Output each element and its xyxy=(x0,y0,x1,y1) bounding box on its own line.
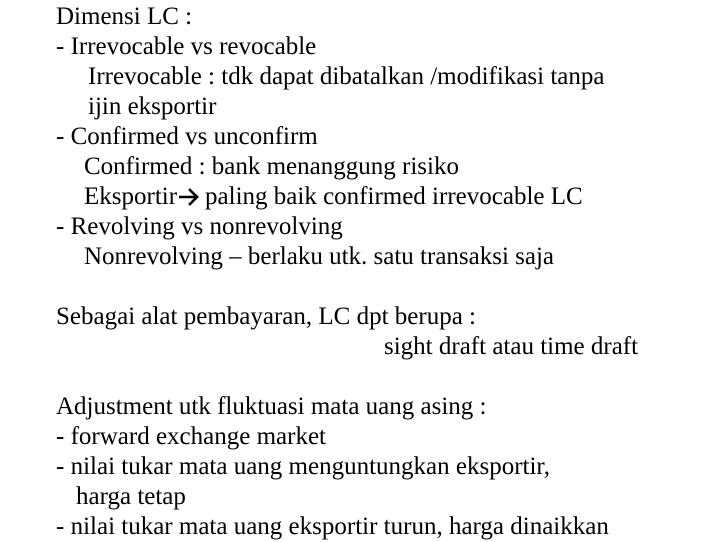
detail-confirmed-1: Confirmed : bank menanggung risiko xyxy=(84,153,459,180)
bullet-confirmed: - Confirmed vs unconfirm xyxy=(56,123,318,150)
right-arrow-icon xyxy=(179,185,201,215)
adjustment-heading: Adjustment utk fluktuasi mata uang asing : xyxy=(56,393,487,420)
detail-confirmed-2-lead: Eksportir xyxy=(84,183,178,210)
adjustment-item-3: - nilai tukar mata uang eksportir turun, harga dinaikkan xyxy=(56,513,609,540)
adjustment-item-1: - forward exchange market xyxy=(56,423,326,450)
bullet-irrevocable: - Irrevocable vs revocable xyxy=(56,33,317,60)
detail-confirmed-2-tail: paling baik confirmed irrevocable LC xyxy=(205,183,583,210)
section-title-dimensi: Dimensi LC : xyxy=(56,3,193,30)
detail-confirmed-2 xyxy=(84,182,583,215)
detail-revolving-1: Nonrevolving – berlaku utk. satu transaksi saja xyxy=(84,243,555,270)
detail-irrevocable-1: Irrevocable : tdk dapat dibatalkan /modifikasi tanpa xyxy=(88,63,605,90)
adjustment-item-2: - nilai tukar mata uang menguntungkan eksportir, xyxy=(56,453,551,480)
payment-options: sight draft atau time draft xyxy=(384,333,639,360)
adjustment-item-2-cont: harga tetap xyxy=(76,483,186,510)
payment-heading: Sebagai alat pembayaran, LC dpt berupa : xyxy=(56,303,476,330)
bullet-revolving: - Revolving vs nonrevolving xyxy=(56,213,343,240)
detail-irrevocable-2: ijin eksportir xyxy=(88,93,217,120)
